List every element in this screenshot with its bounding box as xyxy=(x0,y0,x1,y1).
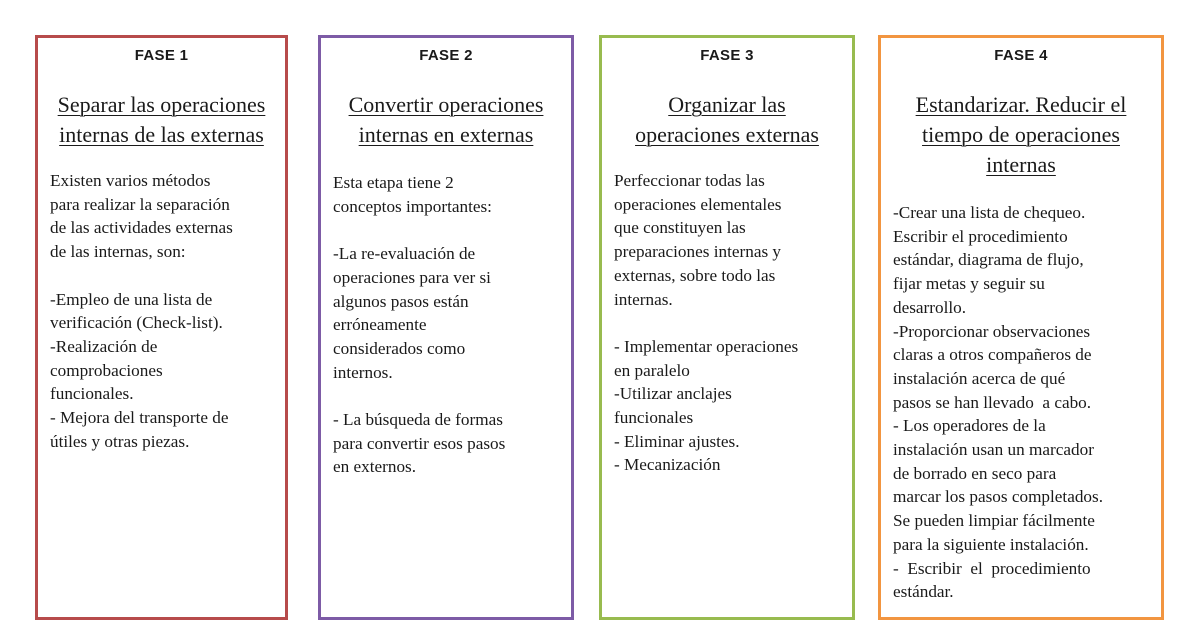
body-line: -Proporcionar observaciones xyxy=(893,321,1091,341)
body-line: de las internas, son: xyxy=(50,242,186,262)
body-line: externas, sobre todo las xyxy=(614,265,776,285)
title-line: internas xyxy=(986,152,1056,177)
body-line: funcionales. xyxy=(50,384,134,404)
body-line: operaciones para ver si xyxy=(333,267,491,287)
phase-4-title xyxy=(887,90,1155,180)
body-line: preparaciones internas y xyxy=(614,242,782,262)
body-line: - Mejora del transporte de xyxy=(50,408,229,428)
title-line: internas de las externas xyxy=(59,122,264,147)
title-line: tiempo de operaciones xyxy=(922,122,1120,147)
phase-3-description xyxy=(614,169,842,477)
body-line: para convertir esos pasos xyxy=(333,433,506,453)
body-line: -Utilizar anclajes xyxy=(614,384,732,404)
body-line: Existen varios métodos xyxy=(50,171,211,190)
body-line: conceptos importantes: xyxy=(333,196,492,216)
body-line: Se pueden limpiar fácilmente xyxy=(893,511,1095,531)
body-line: - La búsqueda de formas xyxy=(333,410,503,429)
body-line: estándar, diagrama de flujo, xyxy=(893,250,1084,270)
body-line: estándar. xyxy=(893,582,954,602)
body-line: Perfeccionar todas las xyxy=(614,171,765,190)
body-line: instalación acerca de qué xyxy=(893,368,1066,388)
title-line: Estandarizar. Reducir el xyxy=(915,92,1127,117)
body-line: en externos. xyxy=(333,457,417,477)
body-line: funcionales xyxy=(614,408,694,428)
title-line: internas en externas xyxy=(358,122,534,147)
body-line: para la siguiente instalación. xyxy=(893,534,1089,554)
title-line: Convertir operaciones xyxy=(348,92,544,117)
body-line: -Crear una lista de chequeo. xyxy=(893,203,1086,222)
title-line: operaciones externas xyxy=(635,122,819,147)
body-spacer xyxy=(333,384,561,408)
body-line: para realizar la separación xyxy=(50,194,230,214)
body-line: marcar los pasos completados. xyxy=(893,487,1104,507)
body-line: - Escribir el procedimiento xyxy=(893,558,1091,578)
body-line: desarrollo. xyxy=(893,297,967,317)
phase-3-label: FASE 3 xyxy=(700,47,754,64)
body-line: operaciones elementales xyxy=(614,194,782,214)
phase-3-title xyxy=(608,90,846,150)
phase-1-title xyxy=(44,90,279,150)
body-line: verificación (Check-list). xyxy=(50,313,223,333)
phase-2-box xyxy=(318,35,574,620)
body-line: fijar metas y seguir su xyxy=(893,274,1045,294)
body-line: pasos se han llevado a cabo. xyxy=(893,392,1092,412)
title-line: Separar las operaciones xyxy=(57,92,266,117)
body-spacer xyxy=(50,264,275,288)
title-line: Organizar las xyxy=(668,92,786,117)
phase-2-title xyxy=(327,90,565,150)
body-line: útiles y otras piezas. xyxy=(50,431,190,451)
body-line: que constituyen las xyxy=(614,218,746,238)
body-line: - Implementar operaciones xyxy=(614,336,799,356)
body-line: internos. xyxy=(333,362,393,382)
body-line: Escribir el procedimiento xyxy=(893,226,1068,246)
body-line: en paralelo xyxy=(614,360,690,380)
body-line: -Empleo de una lista de xyxy=(50,289,213,309)
body-line: considerados como xyxy=(333,338,466,358)
phase-1-label: FASE 1 xyxy=(134,47,189,64)
body-line: claras a otros compañeros de xyxy=(893,345,1092,365)
body-spacer xyxy=(333,218,561,242)
phase-4-label: FASE 4 xyxy=(994,47,1048,64)
phase-4-description xyxy=(893,201,1151,604)
phase-1-description xyxy=(50,169,275,453)
body-line: - Eliminar ajustes. xyxy=(614,431,740,451)
body-line: comprobaciones xyxy=(50,360,163,380)
phase-2-label: FASE 2 xyxy=(419,47,473,64)
body-line: Esta etapa tiene 2 xyxy=(333,173,454,192)
body-line: de borrado en seco para xyxy=(893,463,1057,483)
body-line: - Mecanización xyxy=(614,455,721,475)
phase-2-description xyxy=(333,171,561,479)
body-line: - Los operadores de la xyxy=(893,416,1046,436)
body-spacer xyxy=(614,311,842,335)
phase-1-box xyxy=(35,35,288,620)
body-line: instalación usan un marcador xyxy=(893,440,1094,460)
body-line: de las actividades externas xyxy=(50,218,233,238)
phase-3-box xyxy=(599,35,855,620)
body-line: erróneamente xyxy=(333,315,427,335)
body-line: -La re-evaluación de xyxy=(333,244,476,264)
body-line: algunos pasos están xyxy=(333,291,469,311)
phase-4-box xyxy=(878,35,1164,620)
body-line: internas. xyxy=(614,289,673,309)
body-line: -Realización de xyxy=(50,336,158,356)
